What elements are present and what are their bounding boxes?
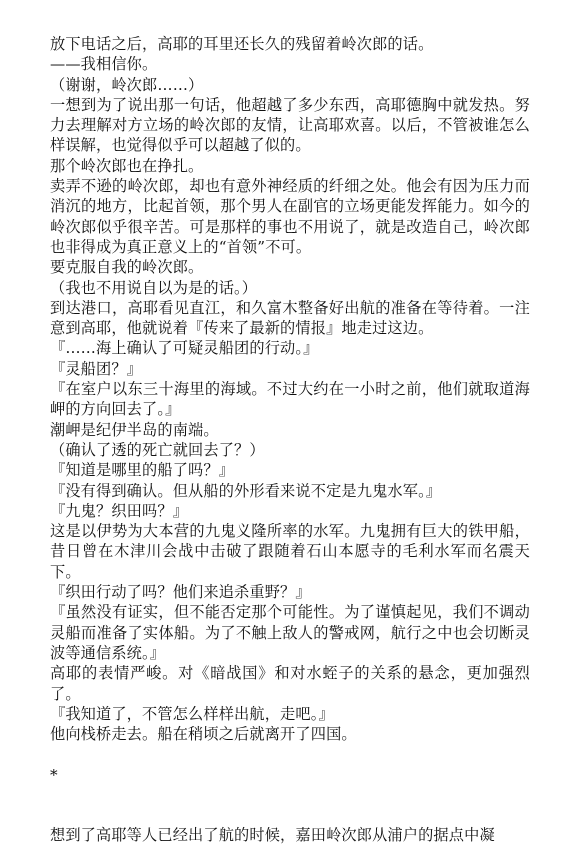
paragraph: 卖弄不逊的岭次郎，却也有意外神经质的纤细之处。他会有因为压力而消沉的地方，比起首领，那个男人在副官的立场更能发挥能力。如今的岭次郎似乎很辛苦。可是那样的事也不用说了，就是改造自己，岭次郎也非得成为真正意义上的“首领”不可。 <box>50 177 530 256</box>
blank-line <box>50 785 530 825</box>
paragraph: 『知道是哪里的船了吗？』 <box>50 461 235 480</box>
paragraph: 『在室户以东三十海里的海域。不过大约在一小时之前，他们就取道海岬的方向回去了。』 <box>50 380 530 419</box>
paragraph: 『灵船团？』 <box>50 359 143 378</box>
paragraph: 『……海上确认了可疑灵船团的行动。』 <box>50 339 319 358</box>
paragraph: 他向栈桥走去。船在稍顷之后就离开了四国。 <box>50 725 357 744</box>
document-page <box>50 34 530 845</box>
paragraph: 放下电话之后，高耶的耳里还长久的残留着岭次郎的话。 <box>50 35 434 53</box>
paragraph: （谢谢，岭次郎……） <box>50 75 204 94</box>
paragraph: 那个岭次郎也在挣扎。 <box>50 156 204 175</box>
paragraph: 到达港口，高耶看见直江，和久富木整备好出航的准备在等待着。一注意到高耶，他就说着『传来了最新的情报』地走过这边。 <box>50 298 530 338</box>
paragraph: 『虽然没有证实，但不能否定那个可能性。为了谨慎起见，我们不调动灵船而准备了实体船。为了不触上敌人的警戒网，航行之中也会切断灵波等通信系统。』 <box>50 603 530 662</box>
trailing-paragraph: 想到了高耶等人已经出了航的时候，嘉田岭次郎从浦户的据点中凝 <box>50 825 495 844</box>
paragraph: 『我知道了，不管怎么样样出航，走吧。』 <box>50 704 334 723</box>
paragraph: （确认了透的死亡就回去了？） <box>50 440 265 459</box>
paragraph: 潮岬是纪伊半岛的南端。 <box>50 420 219 439</box>
paragraph: 『九鬼？织田吗？』 <box>50 501 189 520</box>
paragraph: 『没有得到确认。但从船的外形看来说不定是九鬼水军。』 <box>50 481 442 500</box>
paragraph: 要克服自我的岭次郎。 <box>50 258 204 277</box>
paragraph: 一想到为了说出那一句话，他超越了多少东西，高耶德胸中就发热。努力去理解对方立场的岭次郎的友情，让高耶欢喜。以后，不管被谁怎么样误解，也觉得似乎可以超越了似的。 <box>50 95 530 155</box>
section-separator: * <box>50 765 58 784</box>
paragraph: 高耶的表情严峻。对《暗战国》和对水蛭子的关系的悬念，更加强烈了。 <box>50 664 530 703</box>
paragraph: 这是以伊势为大本营的九鬼义隆所率的水军。九鬼拥有巨大的铁甲船，昔日曾在木津川会战中击破了跟随着石山本愿寺的毛利水军而名震天下。 <box>50 522 530 581</box>
blank-line <box>50 744 530 764</box>
paragraph: 『织田行动了吗？他们来追杀重野？』 <box>50 583 311 602</box>
paragraph: ——我相信你。 <box>50 55 158 74</box>
paragraph: （我也不用说自以为是的话。） <box>50 278 258 297</box>
